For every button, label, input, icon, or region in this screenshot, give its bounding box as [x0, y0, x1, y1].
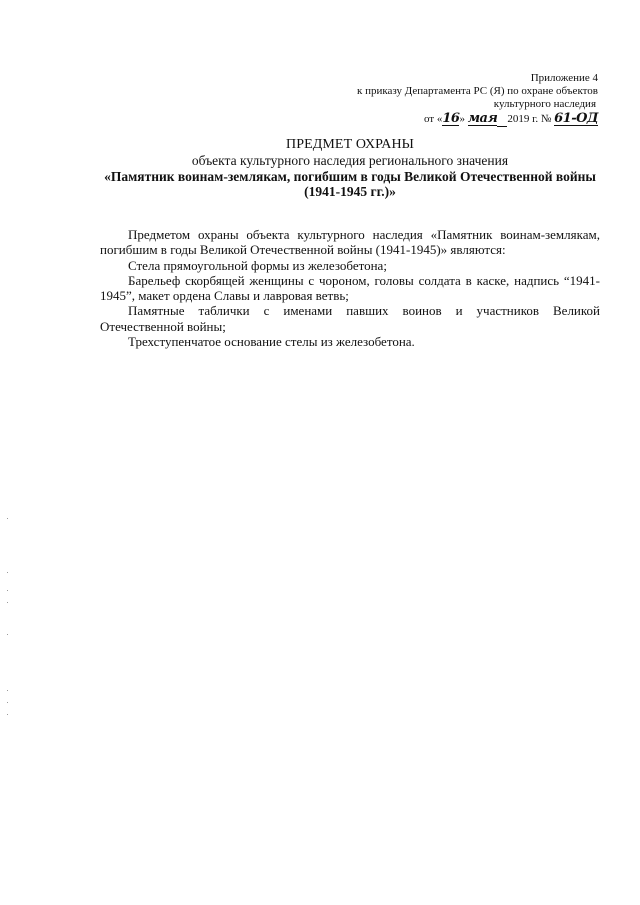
- heading-object-name-line-2: (1941-1945 гг.)»: [304, 184, 396, 199]
- body-paragraph: Трехступенчатое основание стелы из железобетона.: [128, 334, 415, 350]
- body-paragraph: Стела прямоугольной формы из железобетона;: [128, 257, 387, 273]
- appendix-number: Приложение 4: [530, 72, 598, 84]
- appendix-department-tail: культурного наследия: [493, 98, 596, 110]
- scan-mark: [7, 602, 8, 603]
- body-paragraph: Барельеф скорбящей женщины с чороном, головы солдата в каске, надпись “1941-1945”, макет ордена Славы и лавровая ветвь;: [100, 272, 600, 304]
- appendix-order-reference: к приказу Департамента РС (Я) по охране объектов: [356, 85, 598, 97]
- heading-subtitle: объекта культурного наследия регионального значения: [191, 153, 509, 168]
- order-year-label: 2019 г. №: [507, 113, 552, 125]
- order-month-handwritten: мая: [467, 111, 498, 126]
- order-number-handwritten: 61-ОД: [554, 111, 598, 126]
- document-body: [100, 227, 600, 349]
- scan-mark: [7, 690, 8, 691]
- document-heading: [100, 137, 600, 200]
- scan-mark: [7, 572, 8, 573]
- heading-object-name-line-1: «Памятник воинам-землякам, погибшим в годы Великой Отечественной войны: [104, 168, 596, 184]
- order-date-mid: »: [459, 113, 465, 125]
- scan-mark: [7, 634, 8, 635]
- order-date-prefix: от «: [423, 113, 443, 125]
- body-paragraph: Предметом охраны объекта культурного наследия «Памятник воинам-землякам, погибшим в годы Великой Отечественной войны (1941-1945)» являются:: [100, 227, 600, 258]
- scan-mark: [7, 590, 8, 591]
- scan-mark: [7, 518, 8, 519]
- month-underline: [497, 114, 507, 127]
- scan-mark: [7, 702, 8, 703]
- scan-margin-marks: [7, 0, 11, 905]
- order-day-handwritten: 16: [442, 111, 460, 126]
- appendix-block: [268, 72, 598, 127]
- scan-mark: [7, 714, 8, 715]
- heading-title: ПРЕДМЕТ ОХРАНЫ: [285, 137, 414, 152]
- body-paragraph: Памятные таблички с именами павших воинов и участников Великой Отечественной войны;: [100, 303, 600, 334]
- order-date-line: [268, 111, 598, 127]
